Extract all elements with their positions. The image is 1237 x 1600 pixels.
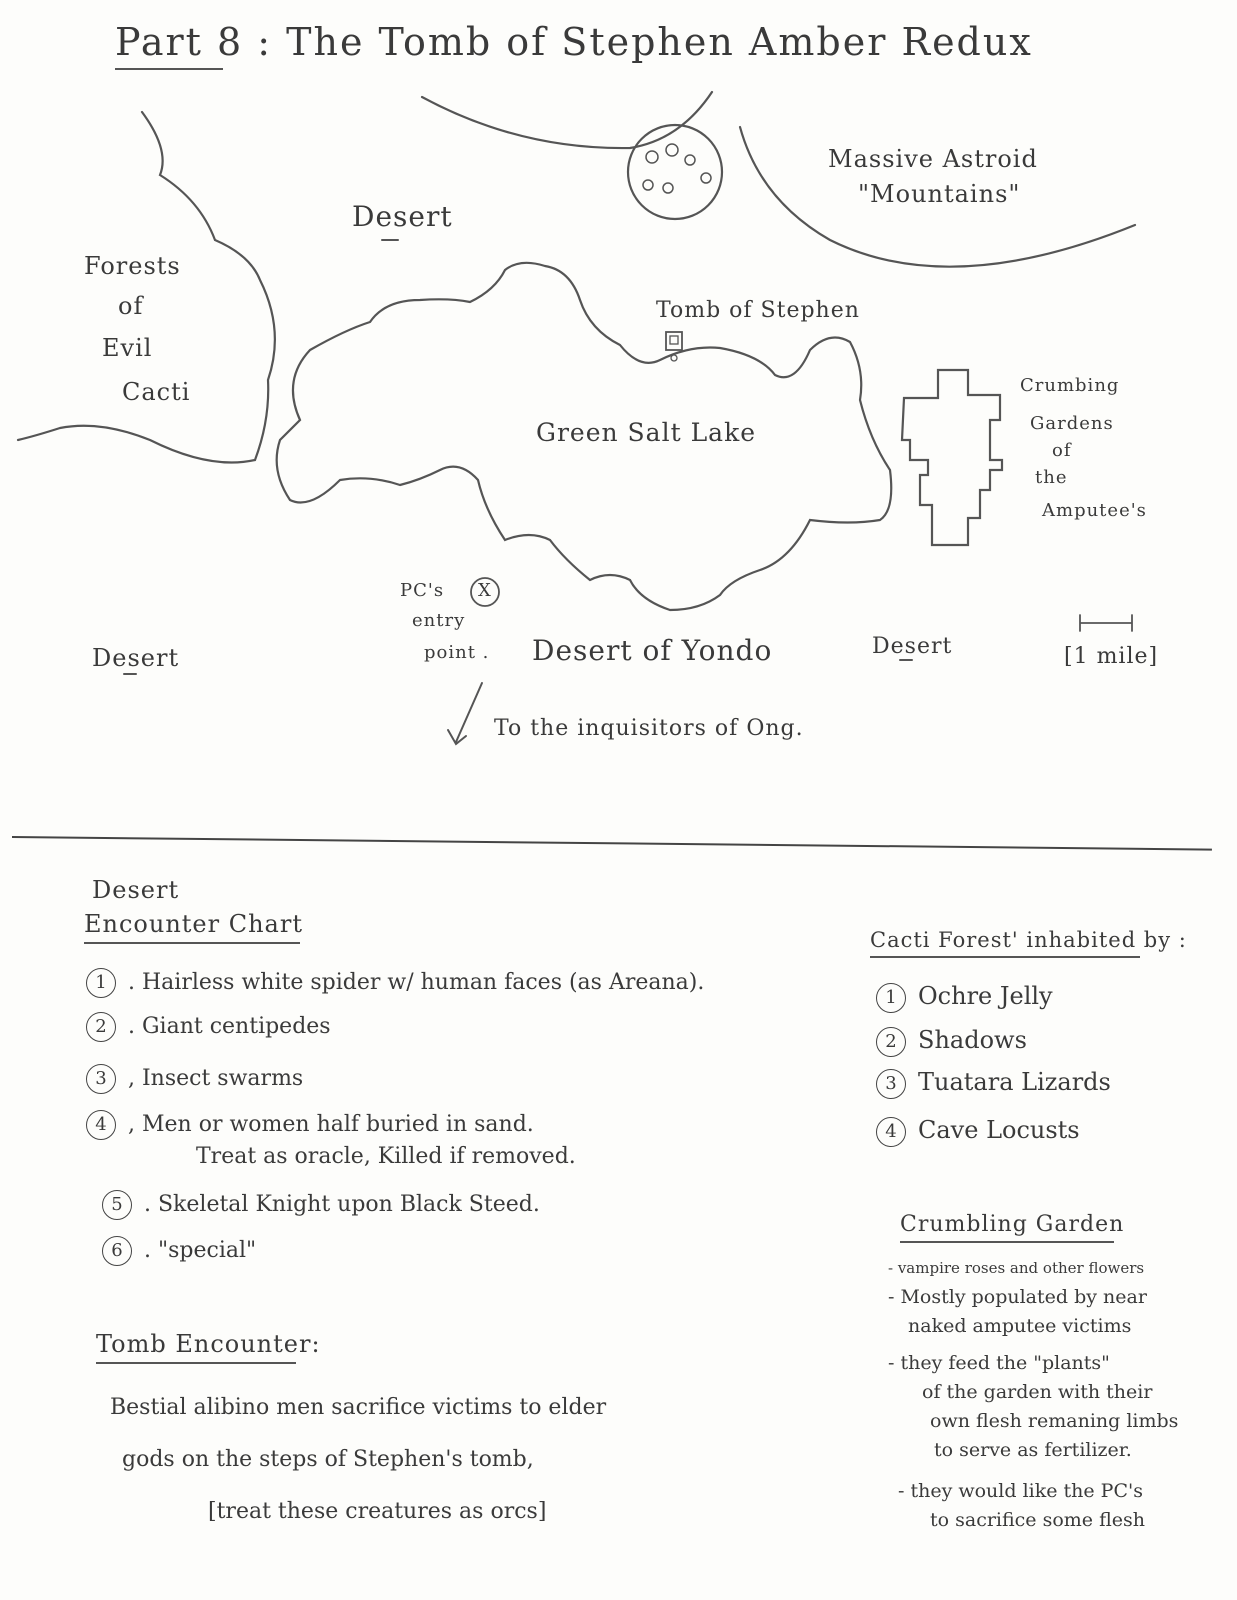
list-item-continuation: Treat as oracle, Killed if removed. [196,1144,576,1169]
entry-label-line3: point . [424,642,490,663]
garden-line: to serve as fertilizer. [934,1439,1132,1461]
list-item: 6 . "special" [102,1236,256,1266]
item-number-icon: 2 [86,1012,116,1042]
item-number-icon: 3 [876,1069,906,1099]
entry-label-line1: PC's [400,580,445,601]
list-item: 1 . Hairless white spider w/ human faces (as Areana). [86,968,704,998]
tomb-label: Tomb of Stephen [656,298,860,323]
list-item: 3 , Insect swarms [86,1064,303,1094]
lake-label: Green Salt Lake [536,418,757,447]
page-title: Part 8 : The Tomb of Stephen Amber Redux [115,20,1033,64]
forest-label-line3: Evil [102,334,153,362]
item-number-icon: 6 [102,1236,132,1266]
gardens-label-line1: Crumbing [1020,375,1120,396]
garden-line: - they feed the "plants" [888,1352,1110,1374]
list-item: 3 Tuatara Lizards [876,1068,1111,1099]
garden-line: - Mostly populated by near [888,1286,1147,1308]
list-item: 4 Cave Locusts [876,1116,1080,1147]
garden-title: Crumbling Garden [900,1212,1114,1243]
direction-label: To the inquisitors of Ong. [494,716,804,741]
desert-north-label: Desert [352,200,453,233]
desert-yondo-label: Desert of Yondo [532,634,773,667]
item-number-icon: 4 [876,1117,906,1147]
garden-line: own flesh remaning limbs [930,1410,1179,1432]
garden-notes [888,1254,1178,1535]
tomb-encounter-line2: gods on the steps of Stephen's tomb, [122,1447,534,1472]
asteroid-arc-left [422,92,712,148]
forest-label-line1: Forests [84,252,181,280]
garden-line: to sacrifice some flesh [930,1509,1145,1531]
item-number-icon: 1 [876,983,906,1013]
tomb-encounter-text [110,1388,606,1532]
direction-arrow-icon [448,683,482,744]
gardens-label-line3: of [1052,440,1072,461]
desert-chart-title-line1: Desert [92,876,180,904]
gardens-label-line5: Amputee's [1042,500,1147,521]
gardens-outline [902,370,1002,545]
desert-chart-title-line2: Encounter Chart [84,910,300,944]
item-number-icon: 4 [86,1110,116,1140]
forest-label-line2: of [118,292,144,320]
entry-marker: X [478,580,492,601]
tomb-encounter-line1: Bestial alibino men sacrifice victims to elder [110,1395,607,1420]
scale-label: [1 mile] [1064,644,1159,669]
entry-label-line2: entry [412,610,466,631]
tomb-encounter-title: Tomb Encounter: [96,1330,296,1364]
forest-label-line4: Cacti [122,378,191,406]
garden-line: - vampire roses and other flowers [888,1259,1145,1277]
garden-line: naked amputee victims [908,1315,1132,1337]
item-number-icon: 1 [86,968,116,998]
list-item: 4 , Men or women half buried in sand. [86,1110,534,1140]
forest-boundary [18,112,275,463]
cacti-title: Cacti Forest' inhabited by : [870,928,1140,958]
mountains-label-line2: "Mountains" [858,180,1021,208]
desert-east-label: Desert [872,634,953,659]
item-number-icon: 5 [102,1190,132,1220]
list-item: 2 . Giant centipedes [86,1012,331,1042]
asteroid-crater [628,125,722,219]
item-number-icon: 2 [876,1027,906,1057]
list-item: 1 Ochre Jelly [876,982,1053,1013]
garden-line: - they would like the PC's [898,1480,1143,1502]
gardens-label-line2: Gardens [1030,413,1114,434]
tomb-encounter-line3: [treat these creatures as orcs] [208,1499,547,1524]
list-item: 2 Shadows [876,1026,1027,1057]
scale-bar [1080,615,1132,631]
tomb-icon [666,332,682,350]
item-number-icon: 3 [86,1064,116,1094]
gardens-label-line4: the [1035,467,1068,488]
list-item: 5 . Skeletal Knight upon Black Steed. [102,1190,540,1220]
desert-west-label: Desert [92,644,180,672]
mountains-label-line1: Massive Astroid [828,145,1038,173]
garden-line: of the garden with their [922,1381,1153,1403]
